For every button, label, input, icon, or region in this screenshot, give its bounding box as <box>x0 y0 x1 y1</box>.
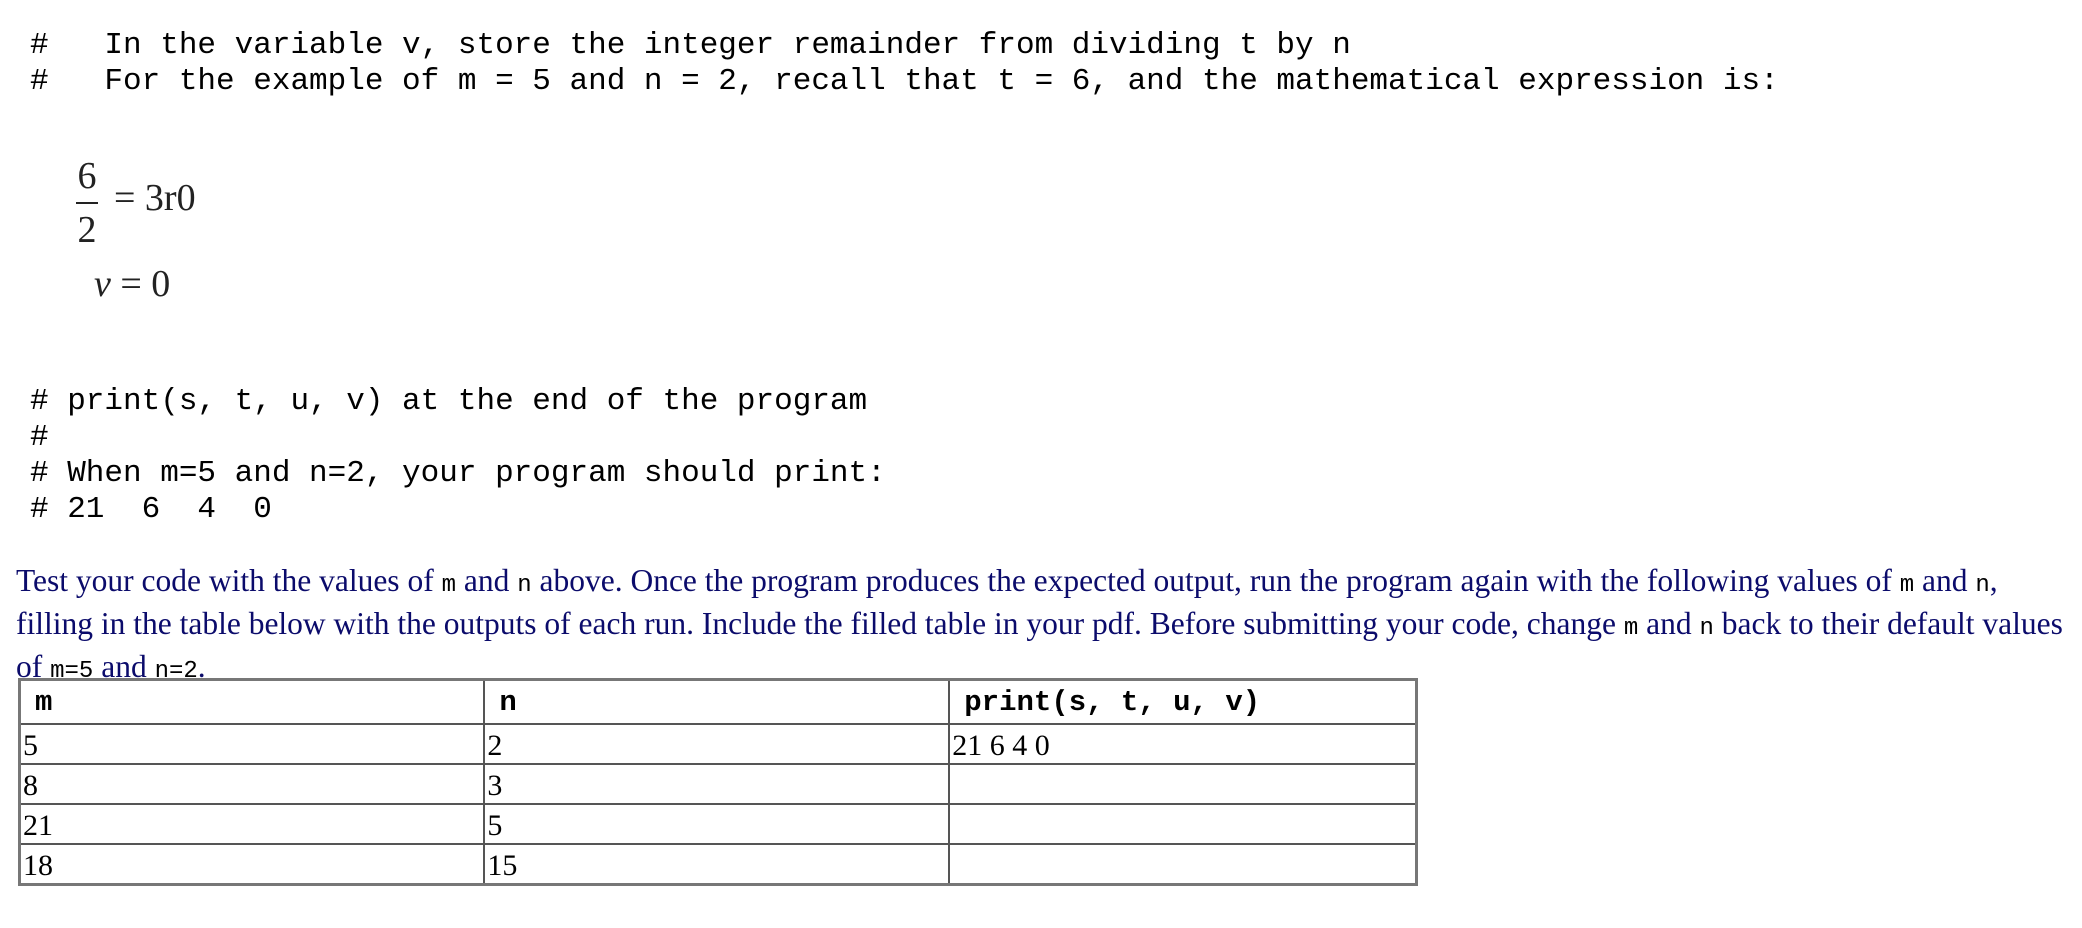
table-row <box>20 764 1417 804</box>
cell-output[interactable]: 21 6 4 0 <box>949 724 1416 764</box>
cell-m: 21 <box>20 804 485 844</box>
fraction-denominator: 2 <box>77 209 97 251</box>
code-m-default: m=5 <box>50 658 94 685</box>
cell-m: 8 <box>20 764 485 804</box>
v-equation <box>94 262 170 306</box>
prose-text: , filling in the table below with the outputs of each run. Include the filled table in your pdf. Before submitting your code, change <box>16 563 1998 641</box>
v-value: = 0 <box>110 263 171 305</box>
cell-m: 5 <box>20 724 485 764</box>
header-m: m <box>20 680 485 725</box>
cell-output[interactable] <box>949 844 1416 885</box>
cell-n: 3 <box>484 764 949 804</box>
code-m: m <box>1899 572 1915 599</box>
cell-n: 2 <box>484 724 949 764</box>
results-table <box>18 678 1418 886</box>
v-variable: v <box>94 263 111 305</box>
prose-text: and <box>93 649 155 684</box>
prose-text: and <box>455 563 518 598</box>
code-m: m <box>441 572 456 599</box>
table-header-row <box>20 680 1417 725</box>
comment-line-1: # In the variable v, store the integer remainder from dividing t by n <box>30 28 1351 63</box>
comment-line-blank: # <box>30 420 49 455</box>
cell-m: 18 <box>20 844 485 885</box>
code-n-default: n=2 <box>154 658 198 685</box>
code-n: n <box>1975 572 1990 599</box>
instructions-paragraph <box>16 562 2076 691</box>
comment-line-2: # For the example of m = 5 and n = 2, recall that t = 6, and the mathematical expression is: <box>30 64 1779 99</box>
prose-text: Test your code with the values of <box>16 563 442 598</box>
prose-text: above. Once the program produces the expected output, run the program again with the following values of <box>531 563 1900 598</box>
table-row <box>20 844 1417 885</box>
fraction-numerator: 6 <box>77 155 97 197</box>
fraction-bar <box>76 202 98 204</box>
cell-n: 15 <box>484 844 949 885</box>
prose-text: . <box>197 649 206 684</box>
prose-text: and <box>1638 606 1700 641</box>
cell-output[interactable] <box>949 764 1416 804</box>
division-result: = 3r0 <box>114 177 196 219</box>
cell-n: 5 <box>484 804 949 844</box>
prose-text: and <box>1914 563 1976 598</box>
comment-line-when: # When m=5 and n=2, your program should print: <box>30 456 886 491</box>
code-n: n <box>517 572 532 599</box>
cell-output[interactable] <box>949 804 1416 844</box>
top-comment-block <box>30 28 1779 100</box>
comment-line-output: # 21 6 4 0 <box>30 492 272 527</box>
table-row <box>20 724 1417 764</box>
comment-line-print: # print(s, t, u, v) at the end of the program <box>30 384 868 419</box>
prose-text: back to their default values of <box>16 606 2063 684</box>
code-m: m <box>1623 615 1639 642</box>
fraction <box>74 154 100 252</box>
bottom-comment-block <box>30 384 886 528</box>
header-n: n <box>484 680 949 725</box>
table-row <box>20 804 1417 844</box>
code-n: n <box>1699 615 1714 642</box>
header-output: print(s, t, u, v) <box>949 680 1416 725</box>
